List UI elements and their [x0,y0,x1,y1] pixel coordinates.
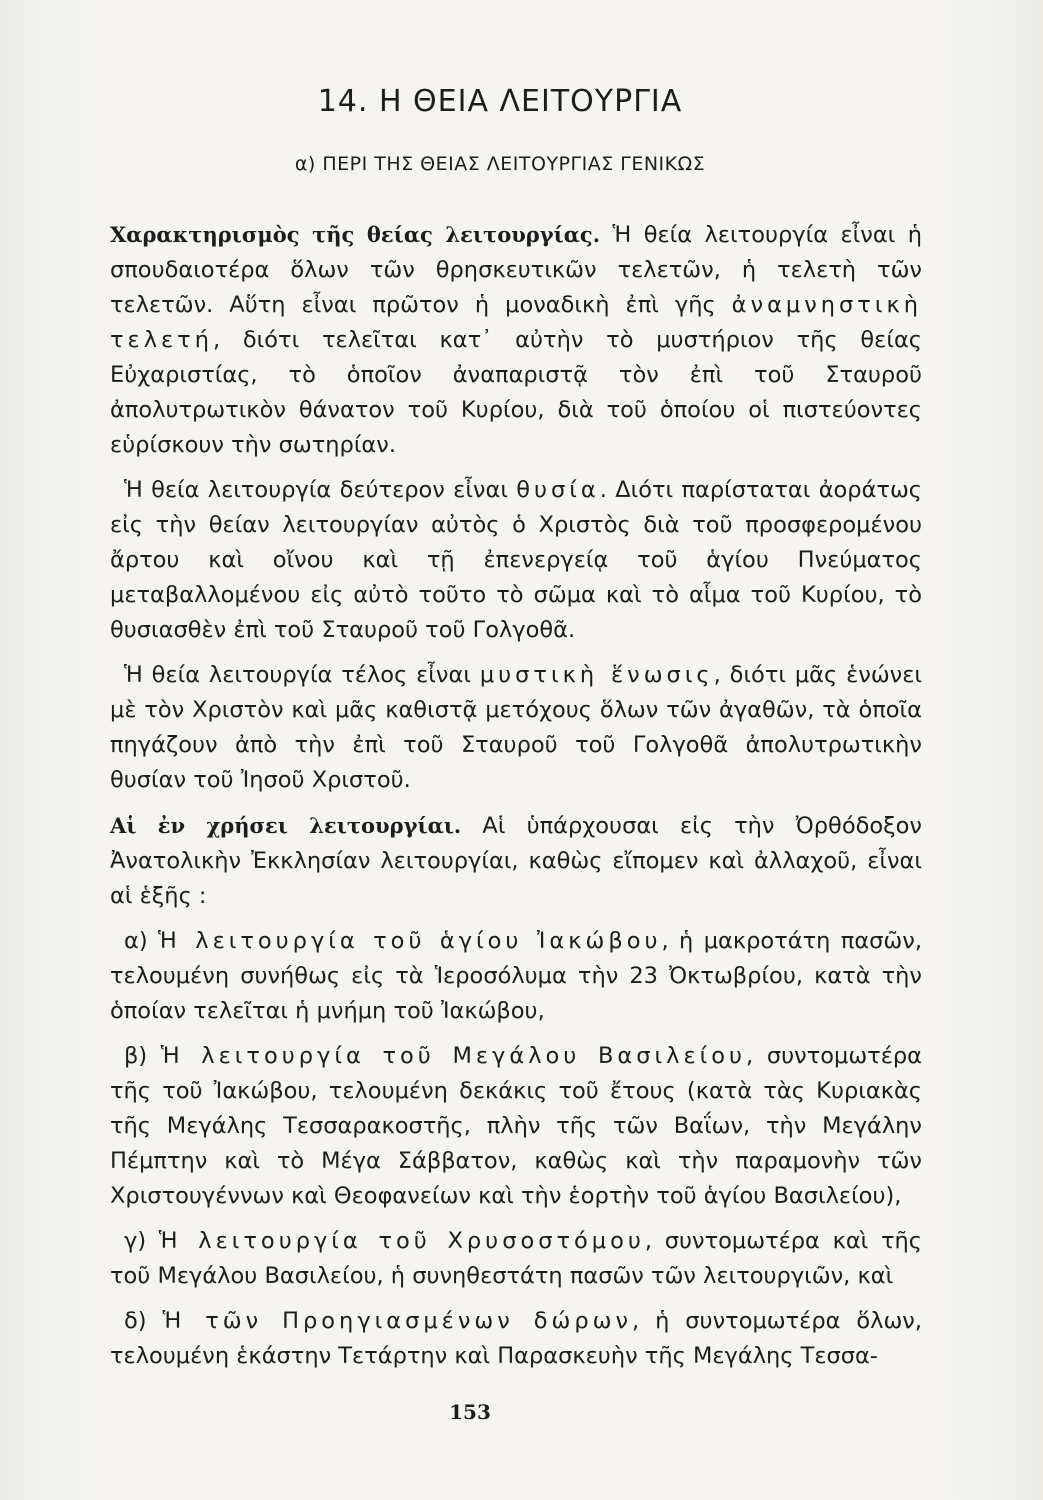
emphasized-term: ἀναμνηστικὴ τελετή [110,292,922,353]
list-item-james [110,924,922,1029]
list-label: δ) [124,1308,163,1334]
paragraph-text: , συντομωτέρα καὶ τῆς τοῦ Μεγάλου Βασιλείου, ἡ συνηθεστάτη πασῶν τῶν λειτουργιῶν, καὶ [110,1228,923,1289]
section-title: α) ΠΕΡΙ ΤΗΣ ΘΕΙΑΣ ΛΕΙΤΟΥΡΓΙΑΣ ΓΕΝΙΚΩΣ [294,153,706,175]
page-number: 153 [449,1400,491,1424]
paragraph-sacrifice [110,473,922,648]
list-label: α) [124,928,159,954]
emphasized-term: θυσία [516,477,600,503]
paragraph-text: . Διότι παρίσταται ἀοράτως εἰς τὴν θείαν λειτουργίαν αὐτὸς ὁ Χριστὸς διὰ τοῦ προσφερομένου ἄρτου καὶ οἴνου καὶ τῇ ἐπενεργείᾳ τοῦ ἁγίου Πνεύματος μεταβαλλομένου εἰς αὐτὸ τοῦτο τὸ σῶμα καὶ τὸ αἷμα τοῦ Κυρίου, τὸ θυσιασθὲν ἐπὶ τοῦ Σταυροῦ τοῦ Γολγοθᾶ. [110,477,922,643]
emphasized-term: Ἡ λειτουργία τοῦ ἁγίου Ἰακώβου [158,928,662,954]
paragraph-mystical-union [110,658,922,798]
paragraph-text: Ἡ θεία λειτουργία δεύτερον εἶναι [124,477,517,503]
list-item-basil [110,1039,922,1214]
paragraph-text: , διότι τελεῖται κατ᾽ αὐτὴν τὸ μυστήριον τῆς θείας Εὐχαριστίας, τὸ ὁποῖον ἀναπαριστᾷ τὸν ἐπὶ τοῦ Σταυροῦ ἀπολυτρωτικὸν θάνατον τοῦ Κυρίου, διὰ τοῦ ὁποίου οἱ πιστεύοντες εὑρίσκουν τὴν σωτηρίαν. [110,327,922,458]
paragraph-heading: Αἱ ἐν χρήσει λειτουργίαι. [110,813,462,838]
paragraph-text: , συντομωτέρα τῆς τοῦ Ἰακώβου, τελουμένη δεκάκις τοῦ ἔτους (κατὰ τὰς Κυριακὰς τῆς Μεγάλης Τεσσαρακοστῆς, πλὴν τῆς τῶν Βαΐων, τὴν Μεγάλην Πέμπτην καὶ τὸ Μέγα Σάββατον, καθὼς καὶ τὴν παραμονὴν τῶν Χριστουγέννων καὶ Θεοφανείων καὶ τὴν ἑορτὴν τοῦ ἁγίου Βασιλείου), [110,1043,922,1209]
paragraph-text: Αἱ ὑπάρχουσαι εἰς τὴν Ὀρθόδοξον Ἀνατολικὴν Ἐκκλησίαν λειτουργίαι, καθὼς εἴπομεν καὶ ἀλλαχοῦ, εἶναι αἱ ἑξῆς : [110,813,922,909]
paragraph-text: , ἡ συντομωτέρα ὅλων, τελουμένη ἑκάστην Τετάρτην καὶ Παρασκευὴν τῆς Μεγάλης Τεσσα- [110,1308,923,1369]
emphasized-term: μυστικὴ ἕνωσις [479,662,714,688]
list-label: β) [124,1043,161,1069]
emphasized-term: Ἡ τῶν Προηγιασμένων δώρων [162,1308,633,1334]
paragraph-characterization [110,217,922,463]
paragraph-text: , διότι μᾶς ἑνώνει μὲ τὸν Χριστὸν καὶ μᾶς καθιστᾷ μετόχους ὅλων τῶν ἀγαθῶν, τὰ ὁποῖα πηγάζουν ἀπὸ τὴν ἐπὶ τοῦ Σταυροῦ τοῦ Γολγοθᾶ ἀπολυτρωτικὴν θυσίαν τοῦ Ἰησοῦ Χριστοῦ. [110,662,923,793]
body-text [110,217,922,1384]
paragraph-text: , ἡ μακροτάτη πασῶν, τελουμένη συνήθως εἰς τὰ Ἱεροσόλυμα τὴν 23 Ὀκτωβρίου, κατὰ τὴν ὁποίαν τελεῖται ἡ μνήμη τοῦ Ἰακώβου, [110,928,922,1024]
emphasized-term: Ἡ λειτουργία τοῦ Μεγάλου Βασιλείου [160,1043,747,1069]
chapter-title: 14. Η ΘΕΙΑ ΛΕΙΤΟΥΡΓΙΑ [317,84,683,119]
list-label: γ) [124,1228,159,1254]
list-item-presanctified [110,1304,922,1374]
paragraph-liturgies-in-use [110,808,922,914]
paragraph-heading: Χαρακτηρισμὸς τῆς θείας λειτουργίας. [110,222,601,247]
list-item-chrysostom [110,1224,922,1294]
paragraph-text: Ἡ θεία λειτουργία εἶναι ἡ σπουδαιοτέρα ὅλων τῶν θρησκευτικῶν τελετῶν, ἡ τελετὴ τῶν τελετῶν. Αὕτη εἶναι πρῶτον ἡ μοναδικὴ ἐπὶ γῆς [110,222,922,318]
paragraph-text: Ἡ θεία λειτουργία τέλος εἶναι [124,662,480,688]
emphasized-term: Ἡ λειτουργία τοῦ Χρυσοστόμου [158,1228,645,1254]
